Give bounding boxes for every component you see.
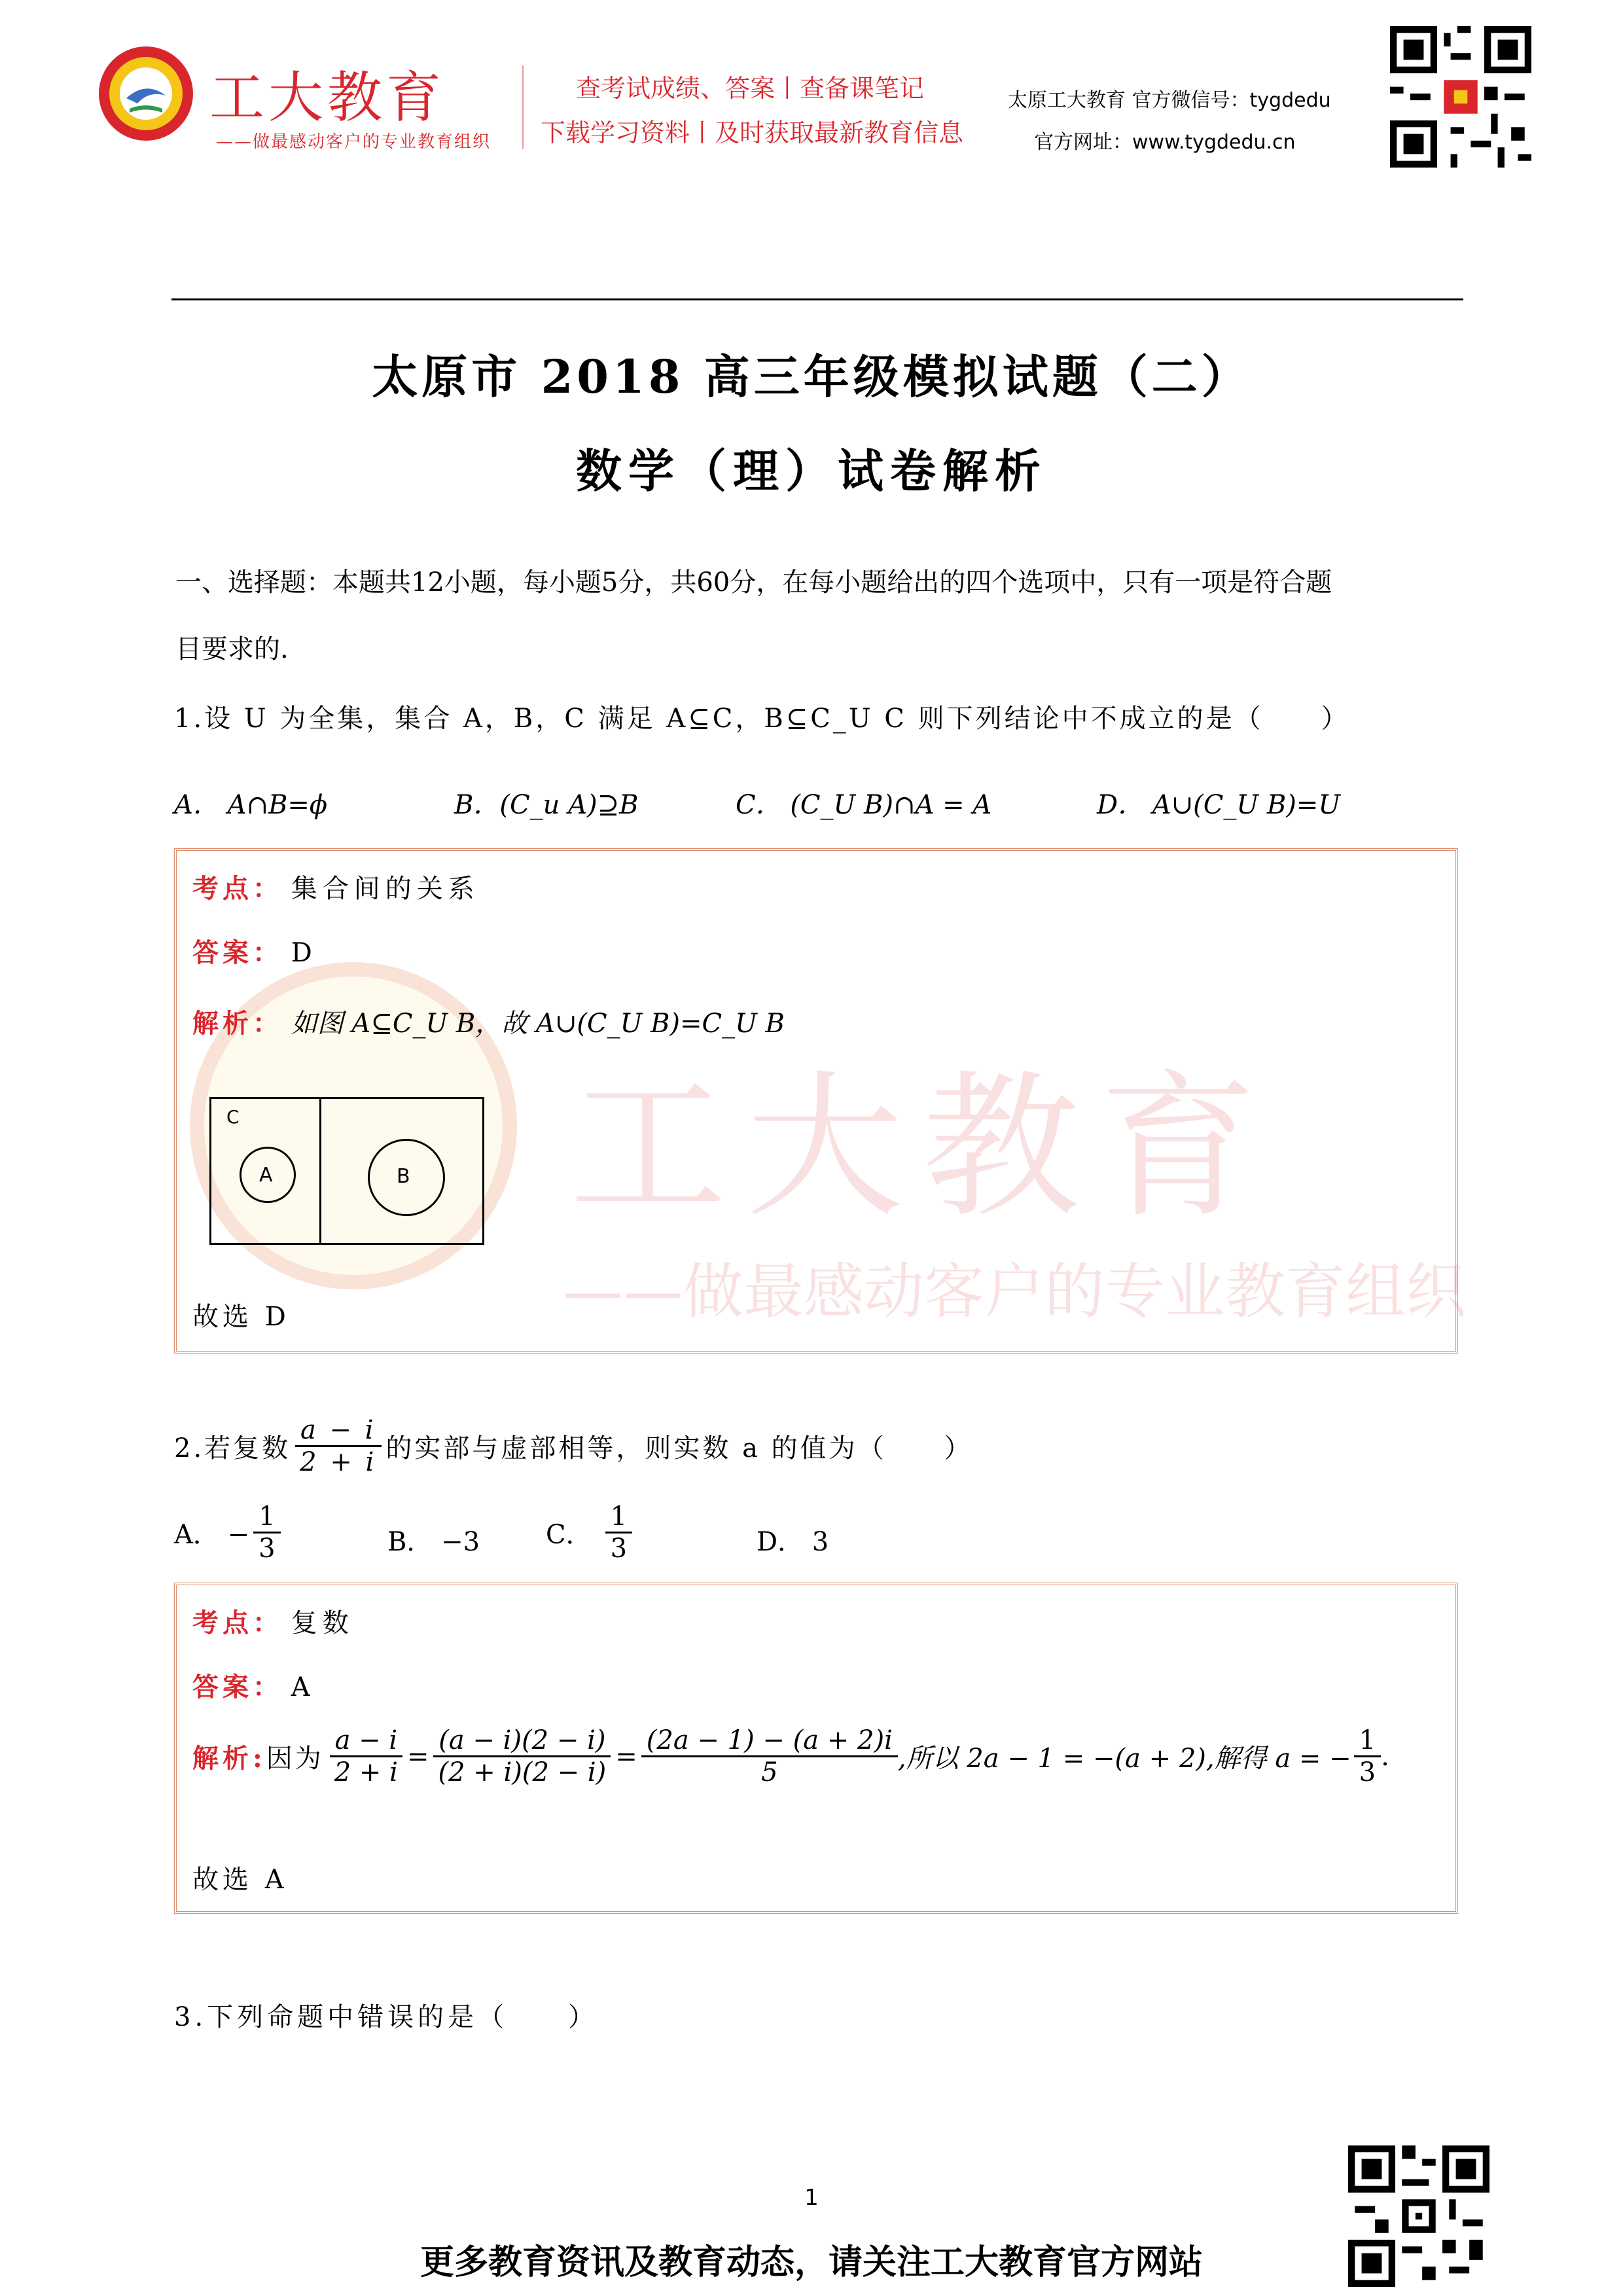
q1-kaodian: 集合间的关系 [291,874,480,904]
page-title: 太原市 2018 高三年级模拟试题（二） [372,350,1251,404]
venn-label-c: C [226,1106,240,1128]
watermark-brand: 工大教育 [569,1056,1276,1239]
website-info: 官方网址：www.tygdedu.cn [1034,131,1296,154]
q2-opt-a-frac [253,1501,280,1564]
equals-sign: = [615,1741,637,1772]
q2-analysis-frac-2 [433,1725,611,1787]
watermark-slogan: ——做最感动客户的专业教育组织 [563,1257,1467,1327]
q2-f4-num: 1 [1354,1725,1381,1757]
q2-answer-label: 答案： [192,1672,283,1702]
footer-text: 更多教育资讯及教育动态，请关注工大教育官方网站 [419,2243,1203,2282]
venn-label-a: A [259,1164,273,1187]
q2-opt-a-label: A． − [174,1520,250,1550]
wechat-info: 太原工大教育 官方微信号：tygdedu [1008,89,1331,112]
q2-f4-den: 3 [1359,1757,1376,1787]
venn-label-b: B [397,1165,410,1188]
q2-option-b: B． −3 [387,1527,480,1557]
period: . [1381,1741,1389,1772]
brand-slogan: ——做最感动客户的专业教育组织 [216,132,491,152]
q1-stem: 1.设 U 为全集，集合 A，B，C 满足 A⊆C，B⊆C_U C 则下列结论中不成立的是（ ） [174,704,1350,734]
header-line-1: 查考试成绩、答案丨查备课笔记 [576,74,925,103]
q1-answer: D [291,938,312,968]
q2-analysis-frac-4 [1354,1725,1381,1787]
q2-option-c [546,1501,632,1564]
q2-option-a [174,1501,281,1564]
venn-divider [319,1097,321,1245]
q2-f2-den: (2 + i)(2 − i) [438,1757,607,1787]
q2-analysis-label: 解析: [192,1743,266,1774]
q2-kaodian-label: 考点： [192,1607,283,1638]
q3-stem: 3.下列命题中错误的是（ ） [174,2002,599,2032]
qr-code-top [1390,26,1531,168]
q2-option-d: D． 3 [757,1527,829,1557]
q2-frac-num: a − i [295,1415,382,1447]
q2-analysis [192,1725,1389,1787]
q1-option-d: D． A∪(C_U B)=U [1097,790,1341,820]
q2-analysis-pre: 因为 [266,1744,324,1774]
page-number: 1 [804,2185,819,2211]
q1-answer-label: 答案： [192,937,283,968]
q1-conclusion: 故选 D [192,1302,290,1332]
logo [97,45,195,143]
section-intro-line-1: 一、选择题：本题共12小题，每小题5分，共60分，在每小题给出的四个选项中，只有一项是符合题 [175,567,1332,598]
q1-analysis-label: 解析： [192,1008,283,1039]
q2-stem-post: 的实部与虚部相等，则实数 a 的值为（ ） [385,1433,973,1463]
q1-analysis: 如图 A⊆C_U B，故 A∪(C_U B)=C_U B [291,1009,785,1039]
header-line-2: 下载学习资料丨及时获取最新教育信息 [541,118,964,147]
q2-answer: A [291,1672,310,1702]
q2-opt-c-label: C． [546,1520,592,1550]
equals-sign: = [406,1741,429,1772]
q2-opt-a-den: 3 [259,1534,276,1564]
page-subtitle: 数学（理）试卷解析 [576,444,1047,498]
q2-f1-num: a − i [330,1725,403,1757]
brand-name: 工大教育 [209,65,446,130]
q2-analysis-frac-3 [641,1725,898,1787]
q1-option-b: B．(C_u A)⊇B [454,790,639,820]
q2-analysis-frac-1 [329,1725,403,1787]
header-rule [171,298,1463,300]
section-intro-line-2: 目要求的. [175,634,289,664]
q2-kaodian: 复数 [291,1608,354,1638]
q2-opt-c-den: 3 [610,1534,628,1564]
q2-f3-num: (2a − 1) − (a + 2)i [641,1725,898,1757]
q2-frac-den: 2 + i [300,1447,377,1477]
q2-opt-a-num: 1 [253,1501,280,1534]
q2-f3-den: 5 [761,1757,778,1787]
q2-opt-c-num: 1 [605,1501,632,1534]
q1-option-a: A． A∩B=ϕ [174,790,328,820]
q2-opt-c-frac [605,1501,632,1564]
q1-option-c: C． (C_U B)∩A = A [736,790,992,820]
header-divider [522,65,524,149]
q2-stem-fraction [294,1415,382,1477]
q2-stem [174,1415,973,1477]
q2-f2-num: (a − i)(2 − i) [433,1725,611,1757]
q2-stem-pre: 2.若复数 [174,1433,291,1463]
q1-kaodian-label: 考点： [192,873,283,904]
q2-analysis-mid: ,所以 2a − 1 = −(a + 2),解得 a = − [897,1744,1351,1774]
q2-f1-den: 2 + i [334,1757,398,1787]
q2-conclusion: 故选 A [192,1865,288,1895]
